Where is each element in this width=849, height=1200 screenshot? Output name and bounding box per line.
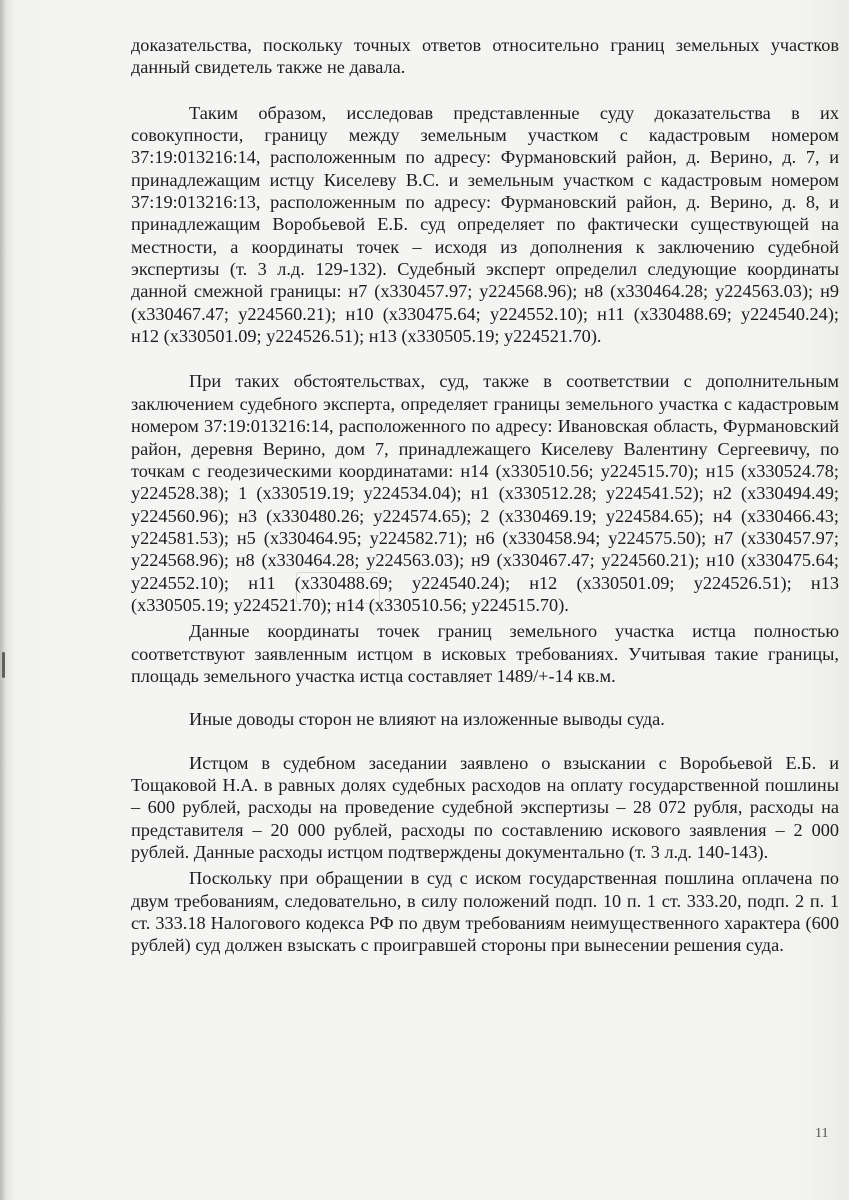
paragraph-area: Данные координаты точек границ земельного участка истца полностью соответствуют заявленным истцом в исковых требованиях. Учитывая такие границы, площадь земельного участка истца составляет 1489/+-14 кв.м.: [131, 621, 839, 686]
paragraph-other-arguments: Иные доводы сторон не влияют на изложенные выводы суда.: [189, 709, 665, 730]
paragraph-plot-coordinates: При таких обстоятельствах, суд, также в соответствии с дополнительным заключением судебного эксперта, определяет границы земельного участка с кадастровым номером 37:19:013216:14, расположенного по адресу: Ивановская область, Фурмановский район, деревня Верино, дом 7, принадлежащего Киселеву Валентину Сергеевичу, по точкам с геодезическими координатами: н14 (x330510.56; y224515.70); н15 (x330524.78; y224528.38); 1 (x330519.19; y224534.04); н1 (x330512.28; y224541.52); н2 (x330494.49; y224560.96); н3 (x330480.26; y224574.65); 2 (x330469.19; y224584.65); н4 (x330466.43; y224581.53); н5 (x330464.95; y224582.71); н6 (x330458.94; y224575.50); н7 (x330457.97; y224568.96); н8 (x330464.28; y224563.03); н9 (x330467.47; y224560.21); н10 (x330475.64; y224552.10); н11 (x330488.69; y224540.24); н12 (x330501.09; y224526.51); н13 (x330505.19; y224521.70); н14 (x330510.56; y224515.70).: [131, 371, 839, 615]
document-body: [131, 34, 839, 957]
binding-mark: [2, 652, 5, 678]
paragraph-state-duty: Поскольку при обращении в суд с иском государственная пошлина оплачена по двум требованиям, следовательно, в силу положений подп. 10 п. 1 ст. 333.20, подп. 2 п. 1 ст. 333.18 Налогового кодекса РФ по двум требованиям неимущественного характера (600 рублей) суд должен взыскать с проигравшей стороны при вынесении решения суда.: [131, 868, 839, 956]
paragraph-witness-conclusion: доказательства, поскольку точных ответов относительно границ земельных участков данный свидетель также не давала.: [131, 35, 839, 78]
page-number: 11: [815, 1126, 829, 1141]
page-left-edge: [0, 0, 6, 1200]
paragraph-boundary-determination: Таким образом, исследовав представленные суду доказательства в их совокупности, границу между земельным участком с кадастровым номером 37:19:013216:14, расположенным по адресу: Фурмановский район, д. Верино, д. 7, и принадлежащим истцу Киселеву В.С. и земельным участком с кадастровым номером 37:19:013216:13, расположенным по адресу: Фурмановский район, д. Верино, д. 8, и принадлежащим Воробьевой Е.Б. суд определяет по фактически существующей на местности, а координаты точек – исходя из дополнения к заключению судебной экспертизы (т. 3 л.д. 129-132). Судебный эксперт определил следующие координаты данной смежной границы: н7 (x330457.97; y224568.96); н8 (x330464.28; y224563.03); н9 (x330467.47; y224560.21); н10 (x330475.64; y224552.10); н11 (x330488.69; y224540.24); н12 (x330501.09; y224526.51); н13 (x330505.19; y224521.70).: [131, 102, 839, 347]
paragraph-court-costs: Истцом в судебном заседании заявлено о взыскании с Воробьевой Е.Б. и Тощаковой Н.А. в равных долях судебных расходов на оплату государственной пошлины – 600 рублей, расходы на проведение судебной экспертизы – 28 072 рубля, расходы на представителя – 20 000 рублей, расходы по составлению искового заявления – 2 000 рублей. Данные расходы истцом подтверждены документально (т. 3 л.д. 140-143).: [131, 752, 839, 862]
